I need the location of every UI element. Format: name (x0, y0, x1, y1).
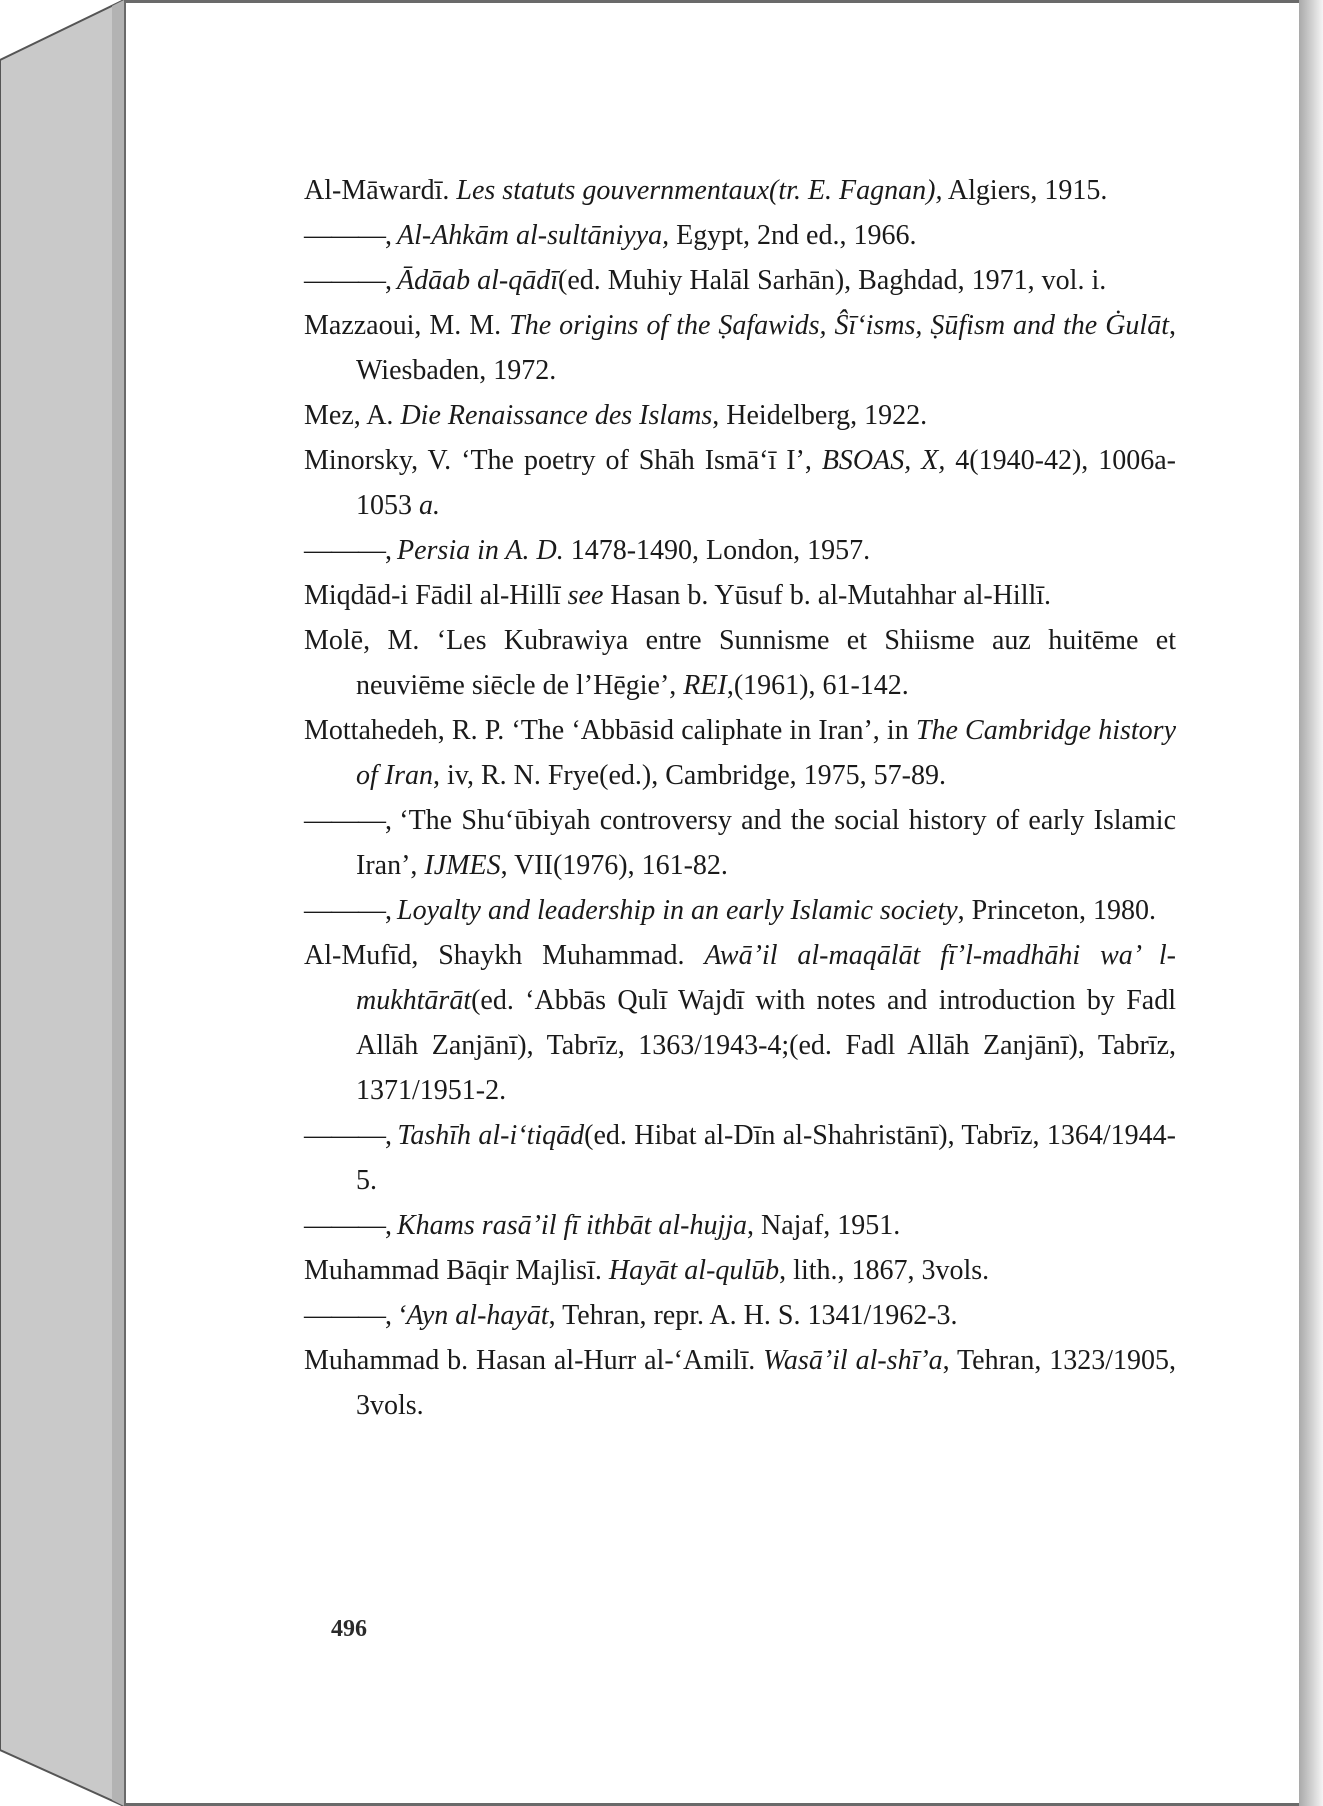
entry-text: Molē, M. ‘Les Kubrawiya entre Sunnisme et Shiisme auz huitēme et neuviēme siēcle de l’Hēgie’, (304, 625, 1176, 701)
entry-title-italic: Wasā’il al-shī’a (763, 1345, 943, 1376)
repeat-author-dash: ———, (304, 1120, 398, 1151)
entry-text: Muhammad b. Hasan al-Hurr al-‘Amilī. (304, 1345, 764, 1376)
entry-title-italic: Khams rasā’il fī ithbāt al-hujja (397, 1210, 748, 1241)
bibliography-entry (304, 1338, 1176, 1428)
entry-title-italic: REI (683, 670, 727, 701)
entry-text: Egypt, 2nd ed., 1966. (669, 220, 917, 251)
entry-title-italic: IJMES (424, 850, 501, 881)
entry-title-italic: Awā’il al-maqālāt fī’l-madhāhi wa’ l-mukhtārāt (356, 940, 1176, 1016)
entry-text: , iv, R. N. Frye(ed.), Cambridge, 1975, 57-89. (433, 760, 946, 791)
entry-title-italic: BSOAS, X, (821, 445, 946, 476)
entry-text: , Tehran, 1323/1905, 3vols. (356, 1345, 1176, 1421)
entry-title-italic: Persia in A. D. (397, 535, 564, 566)
entry-text: Al-Māwardī. (304, 175, 457, 206)
bibliography-entry (304, 708, 1176, 798)
entry-title-italic: ‘Ayn al-hayāt (397, 1300, 549, 1331)
entry-text: 1478-1490, London, 1957. (563, 535, 871, 566)
entry-text: Hasan b. Yūsuf b. al-Mutahhar al-Hillī. (603, 580, 1052, 611)
page-edge-shadow (1299, 0, 1323, 1806)
repeat-author-dash: ———, (304, 535, 397, 566)
entry-text: (ed. Hibat al-Dīn al-Shahristānī), Tabrīz, 1364/1944-5. (356, 1120, 1176, 1196)
entry-text: , Wiesbaden, 1972. (356, 310, 1176, 386)
entry-text: 4(1940-42), 1006a-1053 (356, 445, 1176, 521)
bibliography-entry (304, 573, 1176, 618)
entry-title-italic: Hayāt al-qulūb (608, 1255, 780, 1286)
repeat-author-dash: ———, (304, 265, 397, 296)
entry-text: Mottahedeh, R. P. ‘The ‘Abbāsid caliphate in Iran’, in (304, 715, 916, 746)
bibliography-entry (304, 933, 1176, 1113)
bibliography-entry (304, 393, 1176, 438)
entry-text: (ed. Muhiy Halāl Sarhān), Baghdad, 1971, vol. i. (558, 265, 1107, 296)
entry-title-italic: The Cambridge history of Iran (356, 715, 1176, 791)
book-spine (0, 0, 140, 1806)
bibliography-entry (304, 213, 1176, 258)
bibliography-entry (304, 1113, 1176, 1203)
entry-text: Algiers, 1915. (942, 175, 1108, 206)
entry-text: Mazzaoui, M. M. (304, 310, 510, 341)
bibliography-entry (304, 1293, 1176, 1338)
bibliography-entry (304, 438, 1176, 528)
entry-title-italic: Les statuts gouvernmentaux(tr. E. Fagnan), (456, 175, 943, 206)
repeat-author-dash: ———, (304, 1300, 397, 1331)
entry-text: , Tehran, repr. A. H. S. 1341/1962-3. (548, 1300, 958, 1331)
entry-text: , Najaf, 1951. (747, 1210, 901, 1241)
entry-text: ,(1961), 61-142. (726, 670, 909, 701)
repeat-author-dash: ———, (304, 805, 400, 836)
entry-title-italic: Ādāab al-qādī (397, 265, 558, 296)
bibliography-entry (304, 258, 1176, 303)
page-number: 496 (331, 1616, 367, 1642)
entry-title-italic: Loyalty and leadership in an early Islamic society (397, 895, 958, 926)
bibliography-entry (304, 303, 1176, 393)
entry-title-italic: see (567, 580, 604, 611)
repeat-author-dash: ———, (304, 895, 397, 926)
bibliography-entry (304, 888, 1176, 933)
bibliography-entry (304, 618, 1176, 708)
bibliography-entry (304, 528, 1176, 573)
entry-text: , Heidelberg, 1922. (712, 400, 928, 431)
entry-title-italic: Tashīh al-i‘tiqād (397, 1120, 585, 1151)
entry-title-italic: Al-Ahkām al-sultāniyya, (397, 220, 670, 251)
bibliography-entry (304, 1203, 1176, 1248)
entry-text: Miqdād-i Fādil al-Hillī (304, 580, 568, 611)
entry-text: Muhammad Bāqir Majlisī. (304, 1255, 609, 1286)
entry-text: , VII(1976), 161-82. (500, 850, 728, 881)
entry-title-italic: The origins of the Ṣafawids, Ŝī‘isms, Ṣūfism and the Ġulāt (509, 310, 1169, 341)
repeat-author-dash: ———, (304, 220, 397, 251)
bibliography-entry (304, 1248, 1176, 1293)
entry-text: , lith., 1867, 3vols. (779, 1255, 990, 1286)
entry-text: (ed. ‘Abbās Qulī Wajdī with notes and introduction by Fadl Allāh Zanjānī), Tabrīz, 1363/1943-4;(ed. Fadl Allāh Zanjānī), Tabrīz, 1371/1951-2. (356, 985, 1176, 1106)
entry-text: ‘The Shu‘ūbiyah controversy and the social history of early Islamic Iran’, (356, 805, 1177, 881)
entry-text: Minorsky, V. ‘The poetry of Shāh Ismā‘ī I’, (304, 445, 822, 476)
entry-title-italic: Die Renaissance des Islams (400, 400, 713, 431)
entry-title-italic: a. (419, 490, 440, 521)
bibliography-entry (304, 798, 1176, 888)
repeat-author-dash: ———, (304, 1210, 397, 1241)
entry-text: , Princeton, 1980. (957, 895, 1156, 926)
bibliography-list (304, 168, 1176, 1428)
entry-text: Al-Mufīd, Shaykh Muhammad. (304, 940, 705, 971)
entry-text: Mez, A. (304, 400, 401, 431)
bibliography-entry (304, 168, 1176, 213)
